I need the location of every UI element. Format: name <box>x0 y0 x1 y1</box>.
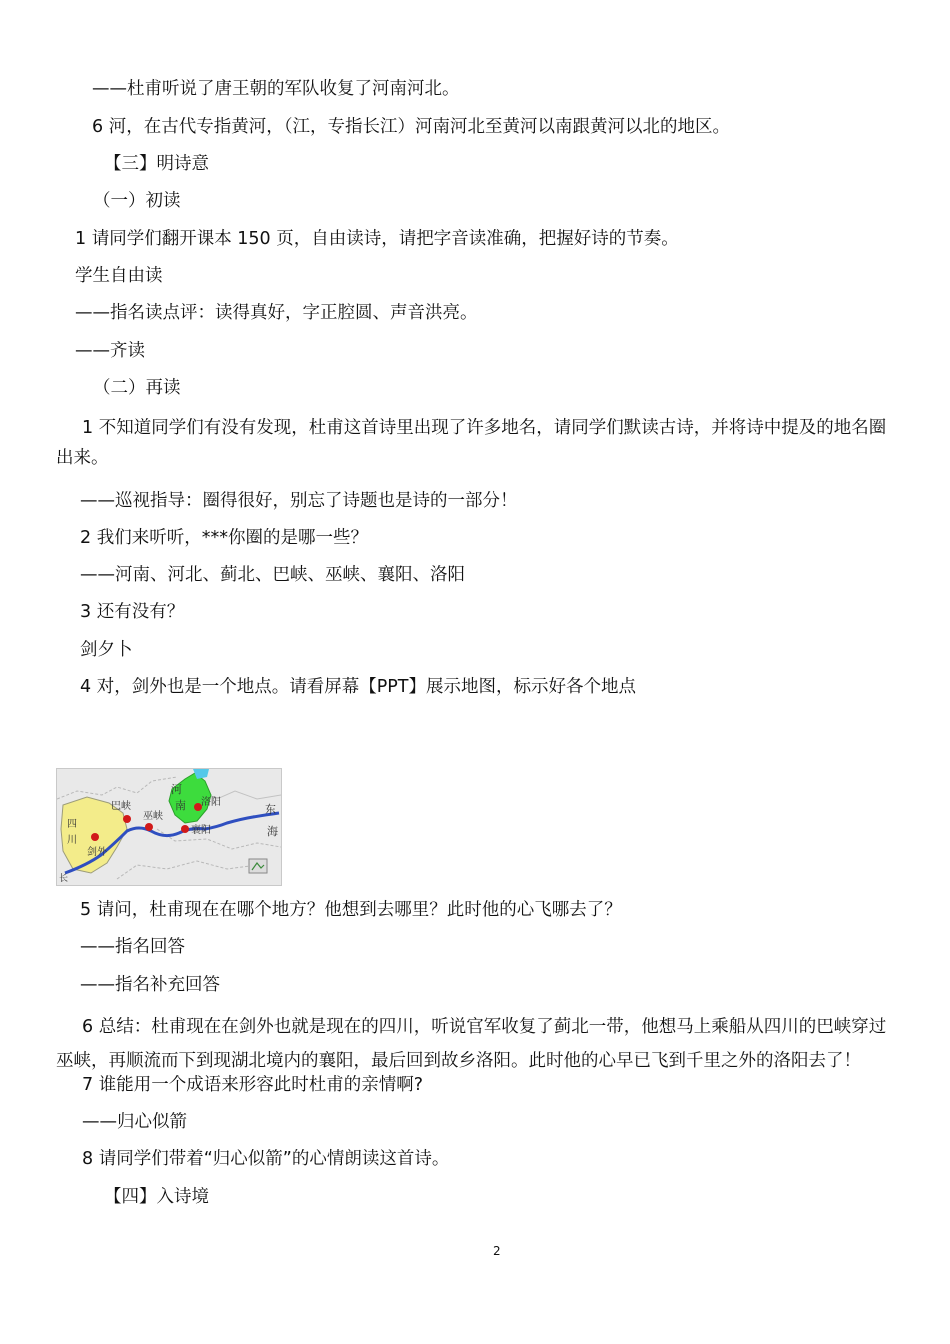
text-line: ——指名回答 <box>80 937 185 957</box>
text-line: 4 对，剑外也是一个地点。请看屏幕【PPT】展示地图，标示好各个地点 <box>80 677 636 697</box>
text-paragraph: 1 不知道同学们有没有发现，杜甫这首诗里出现了许多地名，请同学们默读古诗，并将诗中提及的地名圈出来。 <box>56 418 887 468</box>
text-line: ——齐读 <box>75 341 145 361</box>
map-label: 剑外 <box>87 847 107 858</box>
text-line: 7 谁能用一个成语来形容此时杜甫的亲情啊? <box>82 1075 423 1095</box>
text-line: 6 河，在古代专指黄河，（江，专指长江）河南河北至黄河以南跟黄河以北的地区。 <box>92 117 730 137</box>
text-line: 学生自由读 <box>75 266 163 286</box>
text-line: ——指名读点评：读得真好，字正腔圆、声音洪亮。 <box>75 303 478 323</box>
route-map <box>56 768 282 886</box>
page-number: 2 <box>493 1244 501 1258</box>
section-heading: 【三】明诗意 <box>104 154 209 174</box>
map-label: 巫峡 <box>143 811 163 822</box>
route-map-svg <box>57 769 281 885</box>
map-label: 川 <box>67 835 77 846</box>
map-scale-box <box>249 859 267 873</box>
map-label: 河 <box>171 783 182 796</box>
text-line: ——指名补充回答 <box>80 975 220 995</box>
jianwai-dot <box>91 833 99 841</box>
text-line: 8 请同学们带着“归心似箭”的心情朗读这首诗。 <box>82 1149 450 1169</box>
map-label: 南 <box>175 799 186 812</box>
wuxia-dot <box>145 823 153 831</box>
section-heading: 【四】入诗境 <box>104 1187 209 1207</box>
text-line: 剑夕卜 <box>80 640 133 660</box>
map-label: 海 <box>267 825 278 838</box>
text-line: 1 请同学们翻开课本 150 页，自由读诗，请把字音读准确，把握好诗的节奏。 <box>75 229 679 249</box>
text-line: ——杜甫听说了唐王朝的军队收复了河南河北。 <box>92 79 460 99</box>
map-label: 洛阳 <box>201 797 221 808</box>
text-line: ——河南、河北、蓟北、巴峡、巫峡、襄阳、洛阳 <box>80 565 465 585</box>
subsection-heading: （二）再读 <box>93 378 181 398</box>
text-paragraph: 6 总结：杜甫现在在剑外也就是现在的四川，听说官军收复了蓟北一带，他想马上乘船从四川的巴峡穿过巫峡，再顺流而下到现湖北境内的襄阳，最后回到故乡洛阳。此时他的心早已飞到千里之外的洛阳去了！ <box>56 1017 887 1071</box>
map-label: 长 <box>59 874 69 884</box>
subsection-heading: （一）初读 <box>93 191 181 211</box>
baxia-dot <box>123 815 131 823</box>
map-label: 东 <box>265 803 276 816</box>
map-label: 巴峡 <box>111 801 131 812</box>
text-line: 5 请问，杜甫现在在哪个地方？他想到去哪里？此时他的心飞哪去了？ <box>80 900 622 920</box>
text-line: 3 还有没有？ <box>80 602 185 622</box>
text-line: 2 我们来听听，***你圈的是哪一些？ <box>80 528 368 548</box>
map-label: 四 <box>67 819 77 830</box>
map-label: 襄阳 <box>191 825 211 836</box>
text-line: ——归心似箭 <box>82 1112 187 1132</box>
xiangyang-dot <box>181 825 189 833</box>
text-line: ——巡视指导：圈得很好，别忘了诗题也是诗的一部分！ <box>80 491 518 511</box>
